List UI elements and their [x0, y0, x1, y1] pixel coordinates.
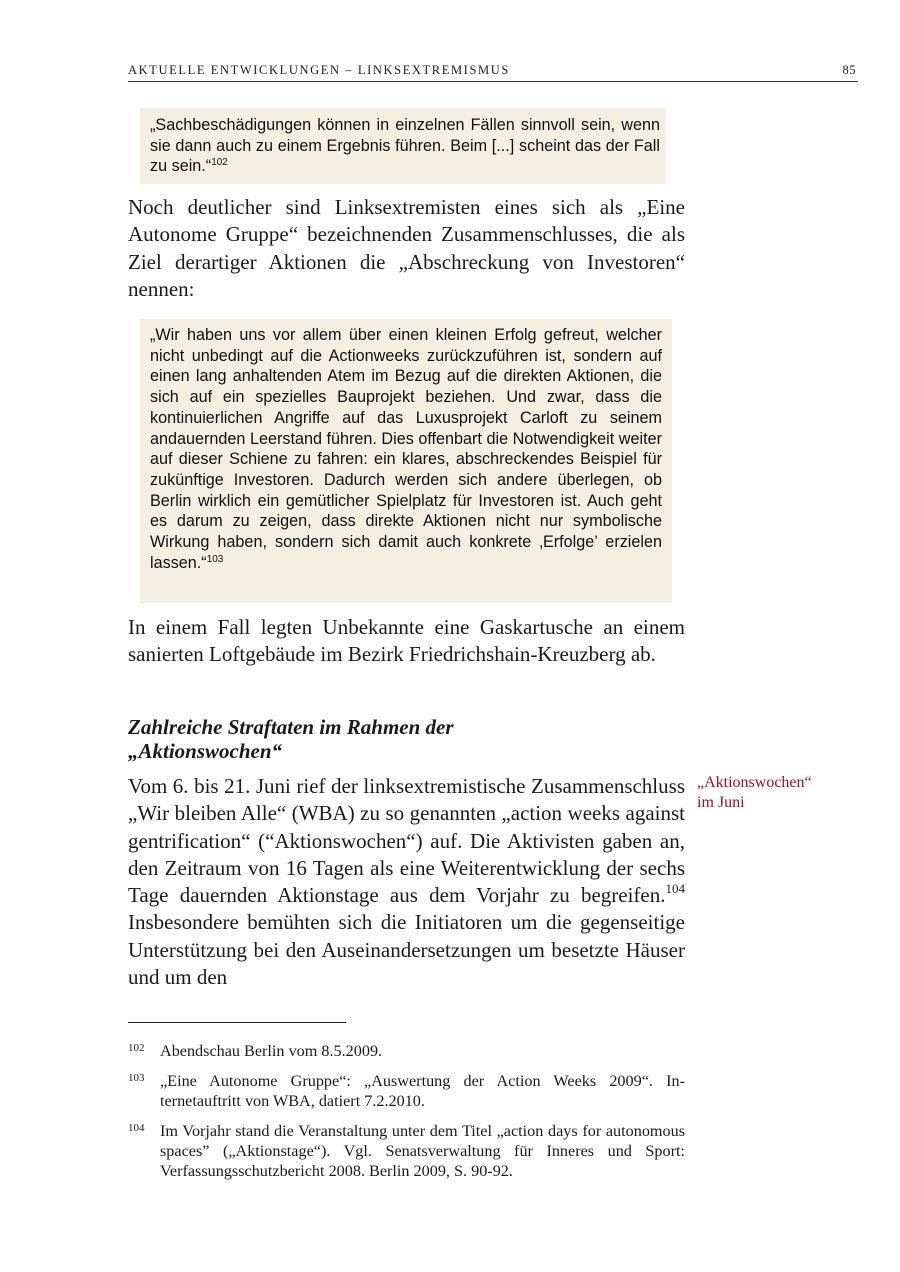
running-title: AKTUELLE ENTWICKLUNGEN – LINKSEXTREMISMUS	[128, 63, 510, 77]
paragraph-3	[128, 773, 685, 991]
quote-1-text: „Sachbeschädigungen können in einzelnen Fällen sinnvoll sein, wenn sie dann auch zu einem Ergebnis führen. Beim [...] scheint das der Fall zu sein.“	[150, 116, 660, 176]
page-number: 85	[842, 63, 856, 77]
footnote-separator	[128, 1022, 346, 1023]
margin-note	[697, 773, 847, 813]
footnote-text: Im Vorjahr stand die Veranstaltung unter dem Titel „action days for autonomous spaces” („Aktionstage“). Vgl. Senatsverwaltung für Inneres und Sport: Verfassungsschutzbericht 2008. Berlin 2009, S. 90-92.	[160, 1122, 685, 1180]
paragraph-2: In einem Fall legten Unbekannte eine Gaskartusche an einem sanierten Loftgebäude im Bezirk Friedrichshain-Kreuzberg ab.	[128, 615, 685, 667]
quote-block-1	[140, 108, 666, 184]
quote-block-2	[140, 319, 672, 603]
paragraph-3-text-b: Insbesondere bemühten sich die Initiatoren um die gegenseitige Unterstützung bei den Auseinandersetzungen um besetzte Häuser und um den	[128, 910, 685, 990]
margin-note-line-1: „Aktionswochen“	[697, 774, 812, 791]
section-heading-line-2: „Aktionswochen“	[128, 739, 283, 763]
paragraph-1: Noch deutlicher sind Linksextremisten eines sich als „Eine Autonome Gruppe“ bezeichnenden Zusammenschlusses, die als Ziel derartiger Aktionen die „Abschreckung von Investoren“ nennen:	[128, 195, 685, 301]
footnote-ref-102[interactable]: 102	[211, 157, 228, 169]
footnote-text: Abendschau Berlin vom 8.5.2009.	[160, 1042, 383, 1060]
footnote-number: 104	[128, 1122, 145, 1134]
section-heading	[128, 715, 688, 763]
section-heading-line-1: Zahlreiche Straftaten im Rahmen der	[128, 715, 454, 739]
footnote-ref-103[interactable]: 103	[206, 553, 224, 565]
footnote-102	[128, 1041, 685, 1061]
footnote-number: 102	[128, 1042, 145, 1054]
quote-2-text: „Wir haben uns vor allem über einen kleinen Erfolg gefreut, welcher nicht unbedingt auf die Actionweeks zurückzuführen ist, sondern auf einen lang anhaltenden Atem im Bezug auf die direkten Aktionen, die sich auf ein spezielles Bauprojekt beziehen. Und zwar, dass die kontinuierlichen Angriffe auf das Luxusprojekt Carloft zu seinem andauernden Leerstand führen. Dies offenbart die Notwendigkeit weiter auf dieser Schiene zu fahren: ein klares, abschreckendes Beispiel für zukünftige Investoren. Dadurch werden sich andere überlegen, ob Berlin wirklich ein gemütlicher Spielplatz für Investoren ist. Auch geht es darum zu zeigen, dass direkte Aktionen nicht nur symbolische Wirkung haben, sondern sich damit auch konkrete ‚Erfolge’ erzielen lassen.“	[150, 326, 662, 572]
footnote-number: 103	[128, 1072, 145, 1084]
paragraph-3-text-a: Vom 6. bis 21. Juni rief der linksextremistische Zusammenschluss „Wir bleiben Alle“ (WBA) zu so genannten „action weeks against gentrification“ (“Aktionswochen“) auf. Die Aktivisten gaben an, den Zeitraum von 16 Tagen als eine Weiterentwicklung der sechs Tage dauernden Aktionstage aus dem Vorjahr zu begreifen.	[128, 774, 685, 908]
footnote-text: „Eine Autonome Gruppe“: „Auswertung der Action Weeks 2009“. Internetauftritt von WBA, datiert 7.2.2010.	[160, 1072, 685, 1110]
footnotes	[128, 1041, 685, 1191]
footnote-ref-104[interactable]: 104	[665, 881, 685, 897]
margin-note-line-2: im Juni	[697, 794, 745, 811]
footnote-103	[128, 1071, 685, 1111]
footnote-104	[128, 1121, 685, 1181]
page-header	[128, 62, 858, 82]
